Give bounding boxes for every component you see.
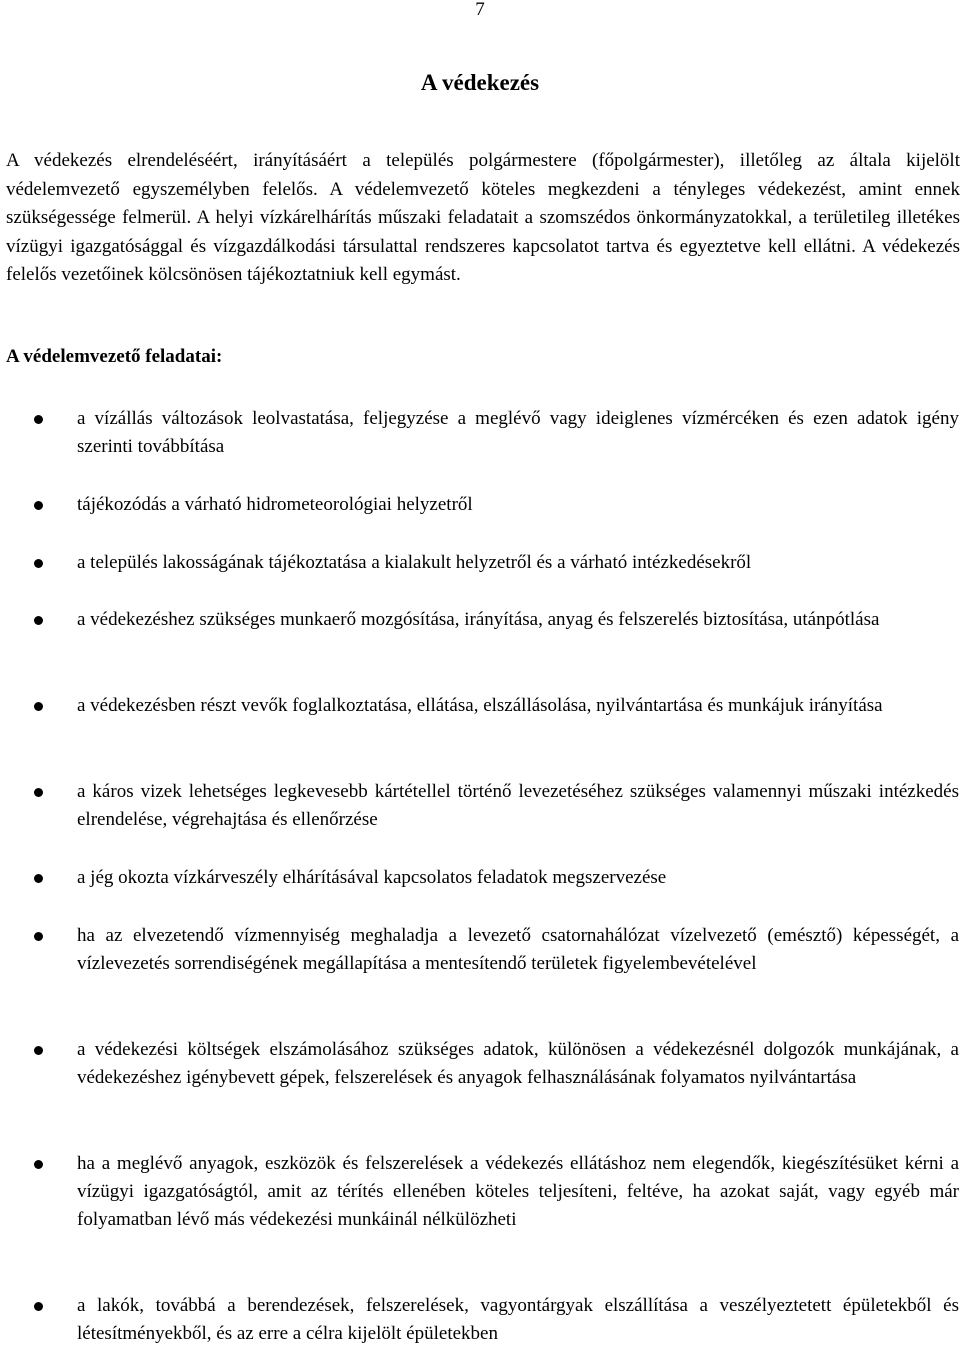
bullet-icon xyxy=(34,616,43,625)
bullet-icon xyxy=(34,874,43,883)
task-text: a védekezésben részt vevők foglalkoztatása, ellátása, elszállásolása, nyilvántartása és munkájuk irányítása xyxy=(77,695,883,716)
page-number: 7 xyxy=(475,0,485,20)
bullet-icon xyxy=(34,932,43,941)
intro-paragraph: A védekezés elrendeléséért, irányításáért a település polgármestere (főpolgármester), illetőleg az általa kijelölt védelemvezető egyszemélyben felelős. A védelemvezető köteles megkezdeni a tényleges védekezést, amint ennek szükségessége felmerül. A helyi vízkárelhárítás műszaki feladatait a szomszédos önkormányzatokkal, a területileg illetékes vízügyi igazgatósággal és vízgazdálkodási társulattal rendszeres kapcsolatot tartva és egyeztetve kell ellátni. A védekezés felelős vezetőinek kölcsönösen tájékoztatniuk kell egymást. xyxy=(6,150,960,285)
bullet-icon xyxy=(34,1160,43,1169)
task-text: a vízállás változások leolvastatása, feljegyzése a meglévő vagy ideiglenes vízmércéken és ezen adatok igény szerinti továbbítása xyxy=(77,408,959,457)
task-text: ha a meglévő anyagok, eszközök és felszerelések a védekezés ellátáshoz nem elegendők, kiegészítésüket kérni a vízügyi igazgatóságtól, amit az térítés ellenében köteles teljesíteni, feltéve, ha azokat saját, vagy egyéb már folyamatban lévő más védekezési munkáinál nélkülözheti xyxy=(77,1153,959,1230)
page-title: A védekezés xyxy=(420,70,540,95)
task-text: a település lakosságának tájékoztatása a kialakult helyzetről és a várható intézkedésekről xyxy=(77,552,752,573)
task-text: a lakók, továbbá a berendezések, felszerelések, vagyontárgyak elszállítása a veszélyeztetett épületekből és létesítményekből, és az erre a célra kijelölt épületekben xyxy=(77,1295,959,1344)
task-text: tájékozódás a várható hidrometeorológiai helyzetről xyxy=(77,494,473,515)
task-text: a védekezési költségek elszámolásához szükséges adatok, különösen a védekezésnél dolgozók munkájának, a védekezéshez igénybevett gépek, felszerelések és anyagok felhasználásának folyamatos nyilvántartása xyxy=(77,1039,959,1088)
task-text: ha az elvezetendő vízmennyiség meghaladja a levezető csatornahálózat vízelvezető (emésztő) képességét, a vízlevezetés sorrendiségének megállapítása a mentesítendő területek figyelembevételével xyxy=(77,925,959,974)
bullet-icon xyxy=(34,415,43,424)
task-text: a védekezéshez szükséges munkaerő mozgósítása, irányítása, anyag és felszerelés biztosítása, utánpótlása xyxy=(77,609,880,630)
bullet-icon xyxy=(34,559,43,568)
task-text: a jég okozta vízkárveszély elhárításával kapcsolatos feladatok megszervezése xyxy=(77,867,667,888)
bullet-icon xyxy=(34,788,43,797)
bullet-icon xyxy=(34,501,43,510)
section-heading: A védelemvezető feladatai: xyxy=(6,346,223,367)
bullet-icon xyxy=(34,1302,43,1311)
bullet-icon xyxy=(34,702,43,711)
bullet-icon xyxy=(34,1046,43,1055)
task-text: a káros vizek lehetséges legkevesebb kártétellel történő levezetéséhez szükséges valamennyi műszaki intézkedés elrendelése, végrehajtása és ellenőrzése xyxy=(77,781,959,830)
